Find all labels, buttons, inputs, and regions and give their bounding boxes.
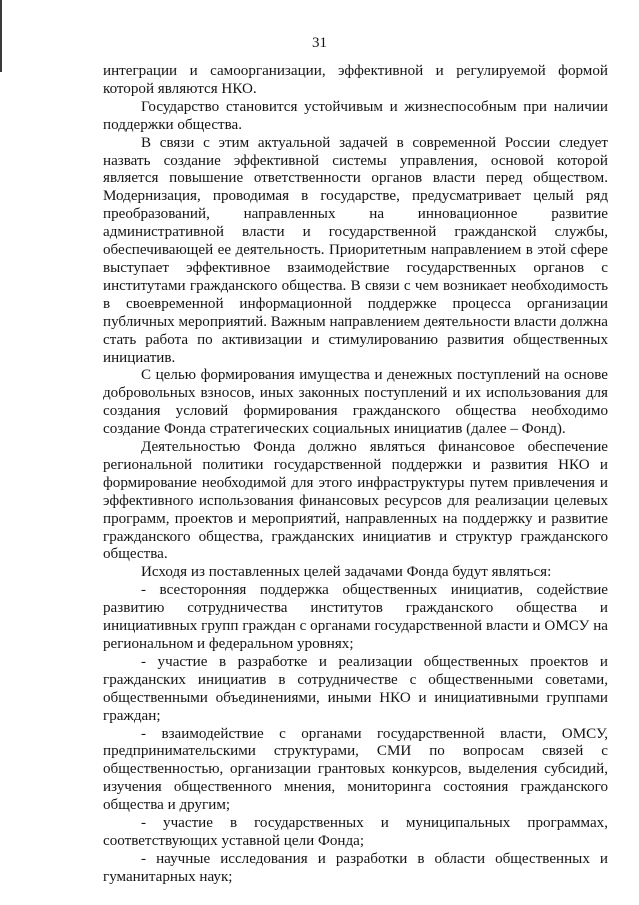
- paragraph-fund-creation: С целью формирования имущества и денежных поступлений на основе добровольных взносов, иных законных поступлений и их использования для создания условий формирования гражданского общества необходимо создание Фонда стратегических социальных инициатив (далее – Фонд).: [103, 367, 608, 438]
- paragraph-modernization: В связи с этим актуальной задачей в современной России следует назвать создание эффективной системы управления, основой которой является повышение ответственности органов власти перед обществом. Модернизация, проводимая в государстве, предусматривает целый ряд преобразований, направленных на инновационное развитие административной власти и государственной гражданской службы, обеспечивающей ее деятельность. Приоритетным направлением в этой сфере выступает эффективное взаимодействие государственных органов с институтами гражданского общества. В связи с чем возникает необходимость в своевременной информационной поддержке процесса организации публичных мероприятий. Важным направлением деятельности власти должна стать работа по активизации и стимулированию развития общественных инициатив.: [103, 134, 608, 366]
- paragraph-fund-tasks-intro: Исходя из поставленных целей задачами Фонда будут являться:: [141, 564, 552, 581]
- list-item-programs-participation: - участие в государственных и муниципальных программах, соответствующих уставной цели Фонда;: [103, 815, 608, 849]
- paragraph-fund-activity: Деятельностью Фонда должно являться финансовое обеспечение региональной политики государственной поддержки и развития НКО и формирование необходимой для этого инфраструктуры путем привлечения и эффективного использования финансовых ресурсов для реализации целевых программ, проектов и мероприятий, направленных на поддержку и развитие гражданского общества, гражданских инициатив и структур гражданского общества.: [103, 439, 608, 563]
- page-number: 31: [312, 35, 327, 51]
- list-item-research: - научные исследования и разработки в области общественных и гуманитарных наук;: [103, 850, 608, 885]
- paragraph-continuation: интеграции и самоорганизации, эффективной и регулируемой формой которой являются НКО.: [103, 63, 608, 97]
- list-item-support-initiatives: - всесторонняя поддержка общественных инициатив, содействие развитию сотрудничества институтов гражданского общества и инициативных групп граждан с органами государственной власти и ОМСУ на региональном и федеральном уровнях;: [103, 582, 608, 652]
- document-body: [103, 63, 608, 887]
- list-item-participation-projects: - участие в разработке и реализации общественных проектов и гражданских инициатив в сотрудничестве с общественными советами, общественными объединениями, иными НКО и инициативными группами граждан;: [103, 653, 608, 724]
- list-item-interaction-authorities: - взаимодействие с органами государственной власти, ОМСУ, предпринимательскими структурами, СМИ по вопросам связей с общественностью, организации грантовых конкурсов, выделения субсидий, изучения общественного мнения, мониторинга состояния гражданского общества и другим;: [103, 725, 608, 814]
- paragraph-state-stability: Государство становится устойчивым и жизнеспособным при наличии поддержки общества.: [103, 98, 608, 133]
